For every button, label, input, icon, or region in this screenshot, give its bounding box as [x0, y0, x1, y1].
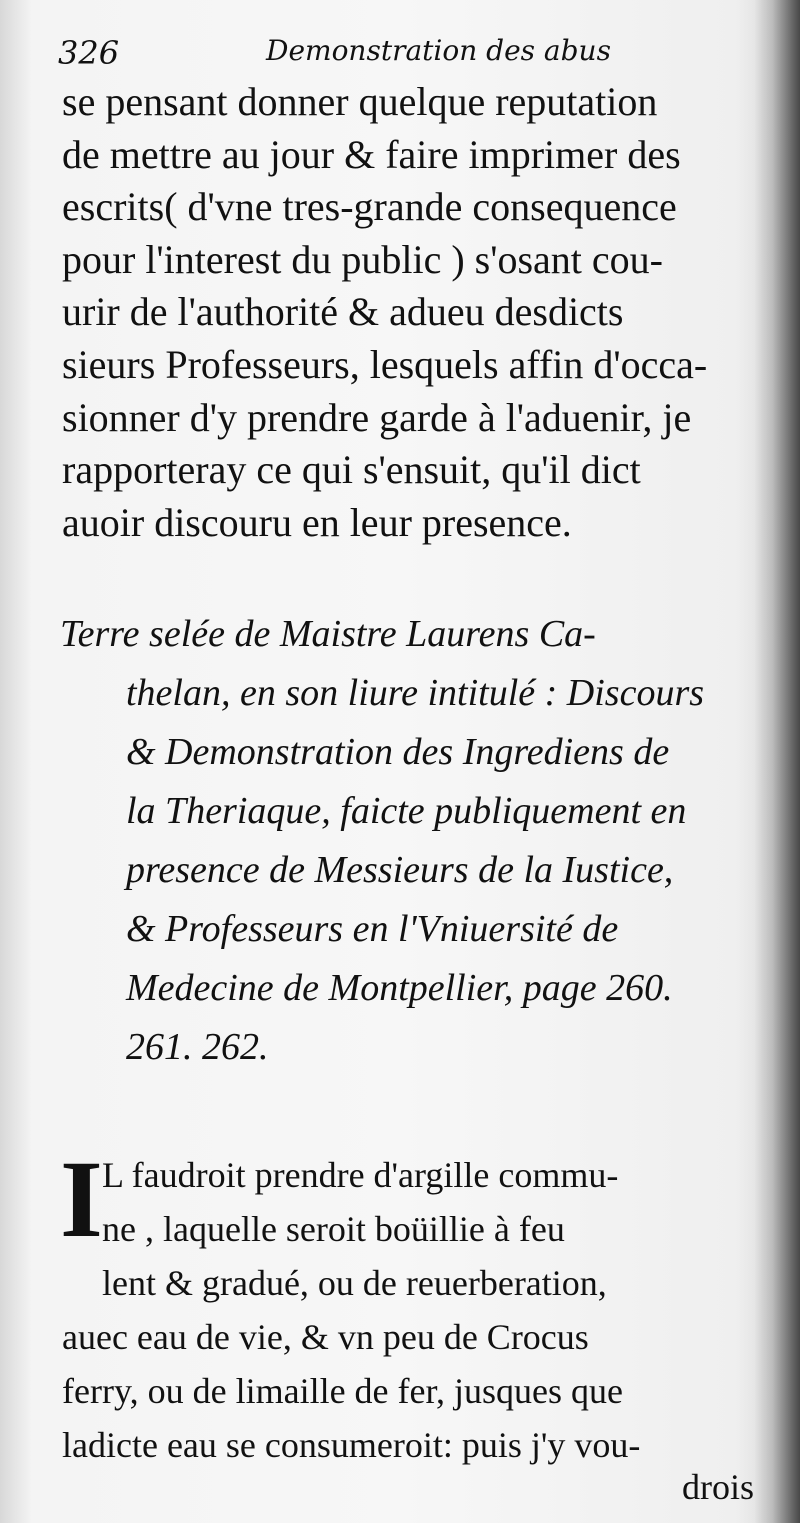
page-number: 326	[58, 34, 120, 72]
text-line: ne , laquelle seroit boüillie à feu	[102, 1209, 565, 1249]
heading-line: Terre selée de Maistre Laurens Ca-	[60, 613, 596, 655]
heading-line: & Demonstration des Ingrediens de	[126, 731, 670, 773]
paragraph-body	[62, 1148, 762, 1472]
text-line: se pensant donner quelque reputation	[62, 79, 658, 124]
heading-line: presence de Messieurs de la Iustice,	[126, 849, 674, 891]
heading-line: thelan, en son liure intitulé : Discours	[126, 672, 705, 714]
drop-capital: I	[60, 1138, 103, 1260]
text-line: sionner d'y prendre garde à l'aduenir, je	[62, 394, 692, 440]
text-line: L faudroit prendre d'argille commu-	[102, 1155, 619, 1195]
text-line: ladicte eau se consumeroit: puis j'y vou-	[62, 1425, 641, 1465]
paragraph-intro	[62, 76, 762, 549]
heading-line: Medecine de Montpellier, page 260.	[126, 967, 673, 1009]
text-line: sieurs Professeurs, lesquels affin d'occa-	[62, 341, 708, 387]
text-line: lent & gradué, ou de reuerberation,	[102, 1263, 607, 1303]
running-title: Demonstration des abus	[266, 34, 611, 67]
text-line: escrits( d'vne tres-grande consequence	[62, 184, 677, 230]
text-line: rapporteray ce qui s'ensuit, qu'il dict	[62, 447, 641, 493]
catchword: drois	[682, 1467, 754, 1507]
heading-line: & Professeurs en l'Vniuersité de	[126, 908, 619, 950]
text-line: urir de l'authorité & adueu desdicts	[62, 289, 624, 335]
text-line: ferry, ou de limaille de fer, jusques que	[62, 1371, 624, 1411]
heading-line: 261. 262.	[126, 1026, 269, 1068]
page-header	[58, 34, 618, 74]
text-line: pour l'interest du public ) s'osant cou-	[62, 236, 663, 282]
text-line: de mettre au jour & faire imprimer des	[62, 131, 681, 177]
heading-line: la Theriaque, faicte publiquement en	[126, 790, 687, 832]
text-line: auec eau de vie, & vn peu de Crocus	[62, 1317, 589, 1357]
text-line: auoir discouru en leur presence.	[62, 499, 572, 545]
section-heading-italic	[60, 605, 770, 1077]
